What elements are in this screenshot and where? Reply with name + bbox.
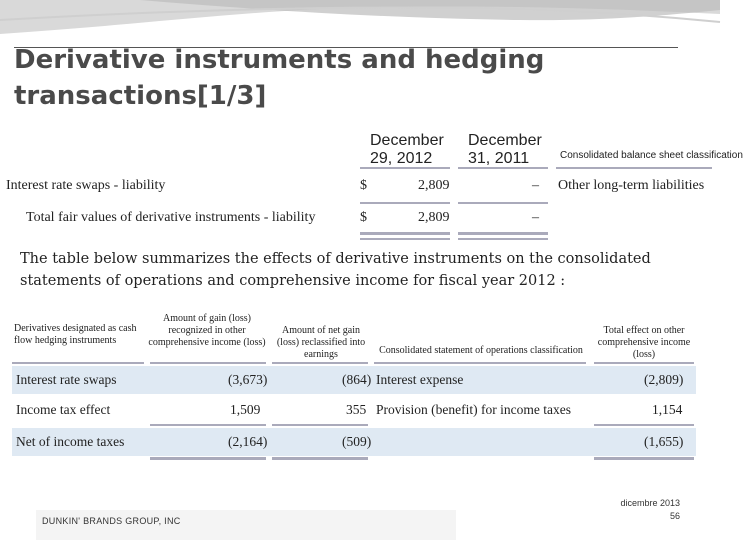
t2-total-rule xyxy=(594,457,694,460)
t2-header-instruments: Derivatives designated as cash flow hedging instruments xyxy=(14,323,137,346)
t2-header-classification: Consolidated statement of operations classification xyxy=(379,345,583,356)
t1-row2-currency: $ xyxy=(360,210,367,225)
t2-header-rule xyxy=(594,362,694,364)
t2-row3-net-gain: (509) xyxy=(342,434,372,449)
footer-date-page xyxy=(560,497,680,523)
t1-row1-classification: Other long-term liabilities xyxy=(558,178,705,193)
t2-total-rule xyxy=(272,457,368,460)
footer-date: dicembre 2013 xyxy=(620,498,680,508)
t2-header-rule xyxy=(12,362,144,364)
t2-header-rule xyxy=(374,362,586,364)
t2-row3-label: Net of income taxes xyxy=(16,434,125,449)
t1-header-rule xyxy=(458,167,548,169)
t2-row3-gain-oci: (2,164) xyxy=(228,434,268,449)
t2-row2-gain-oci: 1,509 xyxy=(230,402,261,417)
slide-title xyxy=(14,42,544,114)
t1-row1-currency: $ xyxy=(360,178,367,193)
t1-row-rule xyxy=(458,202,548,204)
t2-header-total-effect: Total effect on other comprehensive income (loss) xyxy=(597,325,691,360)
t1-row2-label: Total fair values of derivative instruments - liability xyxy=(26,210,316,225)
t2-row-rule xyxy=(594,424,694,426)
footer-company: DUNKIN' BRANDS GROUP, INC xyxy=(42,516,181,526)
t1-total-rule xyxy=(458,232,548,235)
t1-row1-value-2012: 2,809 xyxy=(418,178,450,193)
t2-row2-label: Income tax effect xyxy=(16,402,111,417)
t2-row1-label: Interest rate swaps xyxy=(16,372,117,387)
t2-row xyxy=(12,396,696,424)
t2-header-gain-oci: Amount of gain (loss) recognized in other comprehensive income (loss) xyxy=(148,313,266,348)
t1-total-rule xyxy=(360,232,450,235)
t2-header-rule xyxy=(272,362,368,364)
t2-row2-classification: Provision (benefit) for income taxes xyxy=(376,402,571,417)
t2-row1-gain-oci: (3,673) xyxy=(228,372,268,387)
t2-row xyxy=(12,428,696,456)
t2-row3-total-effect: (1,655) xyxy=(644,434,684,449)
t2-row xyxy=(12,366,696,394)
t1-row1-label: Interest rate swaps - liability xyxy=(6,178,166,193)
t2-row2-net-gain: 355 xyxy=(346,402,367,417)
t2-row2-total-effect: 1,154 xyxy=(652,402,683,417)
t1-row2-value-2012: 2,809 xyxy=(418,210,450,225)
footer-page-number: 56 xyxy=(669,511,680,521)
slide-title-line1: Derivative instruments and hedging xyxy=(14,45,545,75)
t2-row-rule xyxy=(150,424,266,426)
t2-header-rule xyxy=(150,362,266,364)
t1-row-rule xyxy=(360,202,450,204)
t1-row1-value-2011: – xyxy=(532,178,539,193)
t1-total-double-rule xyxy=(458,238,548,240)
summary-paragraph: The table below summarizes the effects of derivative instruments on the consolidated statements of operations and comprehensive income for fiscal year 2012 : xyxy=(20,251,651,289)
slide-title-line2: transactions[1/3] xyxy=(14,81,267,111)
t2-row1-classification: Interest expense xyxy=(376,372,464,387)
t2-row-rule xyxy=(272,424,368,426)
t2-row1-net-gain: (864) xyxy=(342,372,372,387)
t1-row2-value-2011: – xyxy=(532,210,539,225)
t1-header-rule xyxy=(360,167,450,169)
t1-header-dec2011: December 31, 2011 xyxy=(468,132,542,167)
t1-header-classification: Consolidated balance sheet classification xyxy=(560,150,743,161)
t1-header-dec2012: December 29, 2012 xyxy=(370,132,444,167)
t2-total-rule xyxy=(150,457,266,460)
t1-header-rule xyxy=(556,167,712,169)
t2-header-net-gain: Amount of net gain (loss) reclassified into earnings xyxy=(276,325,366,360)
t2-row1-total-effect: (2,809) xyxy=(644,372,684,387)
t1-total-double-rule xyxy=(360,238,450,240)
